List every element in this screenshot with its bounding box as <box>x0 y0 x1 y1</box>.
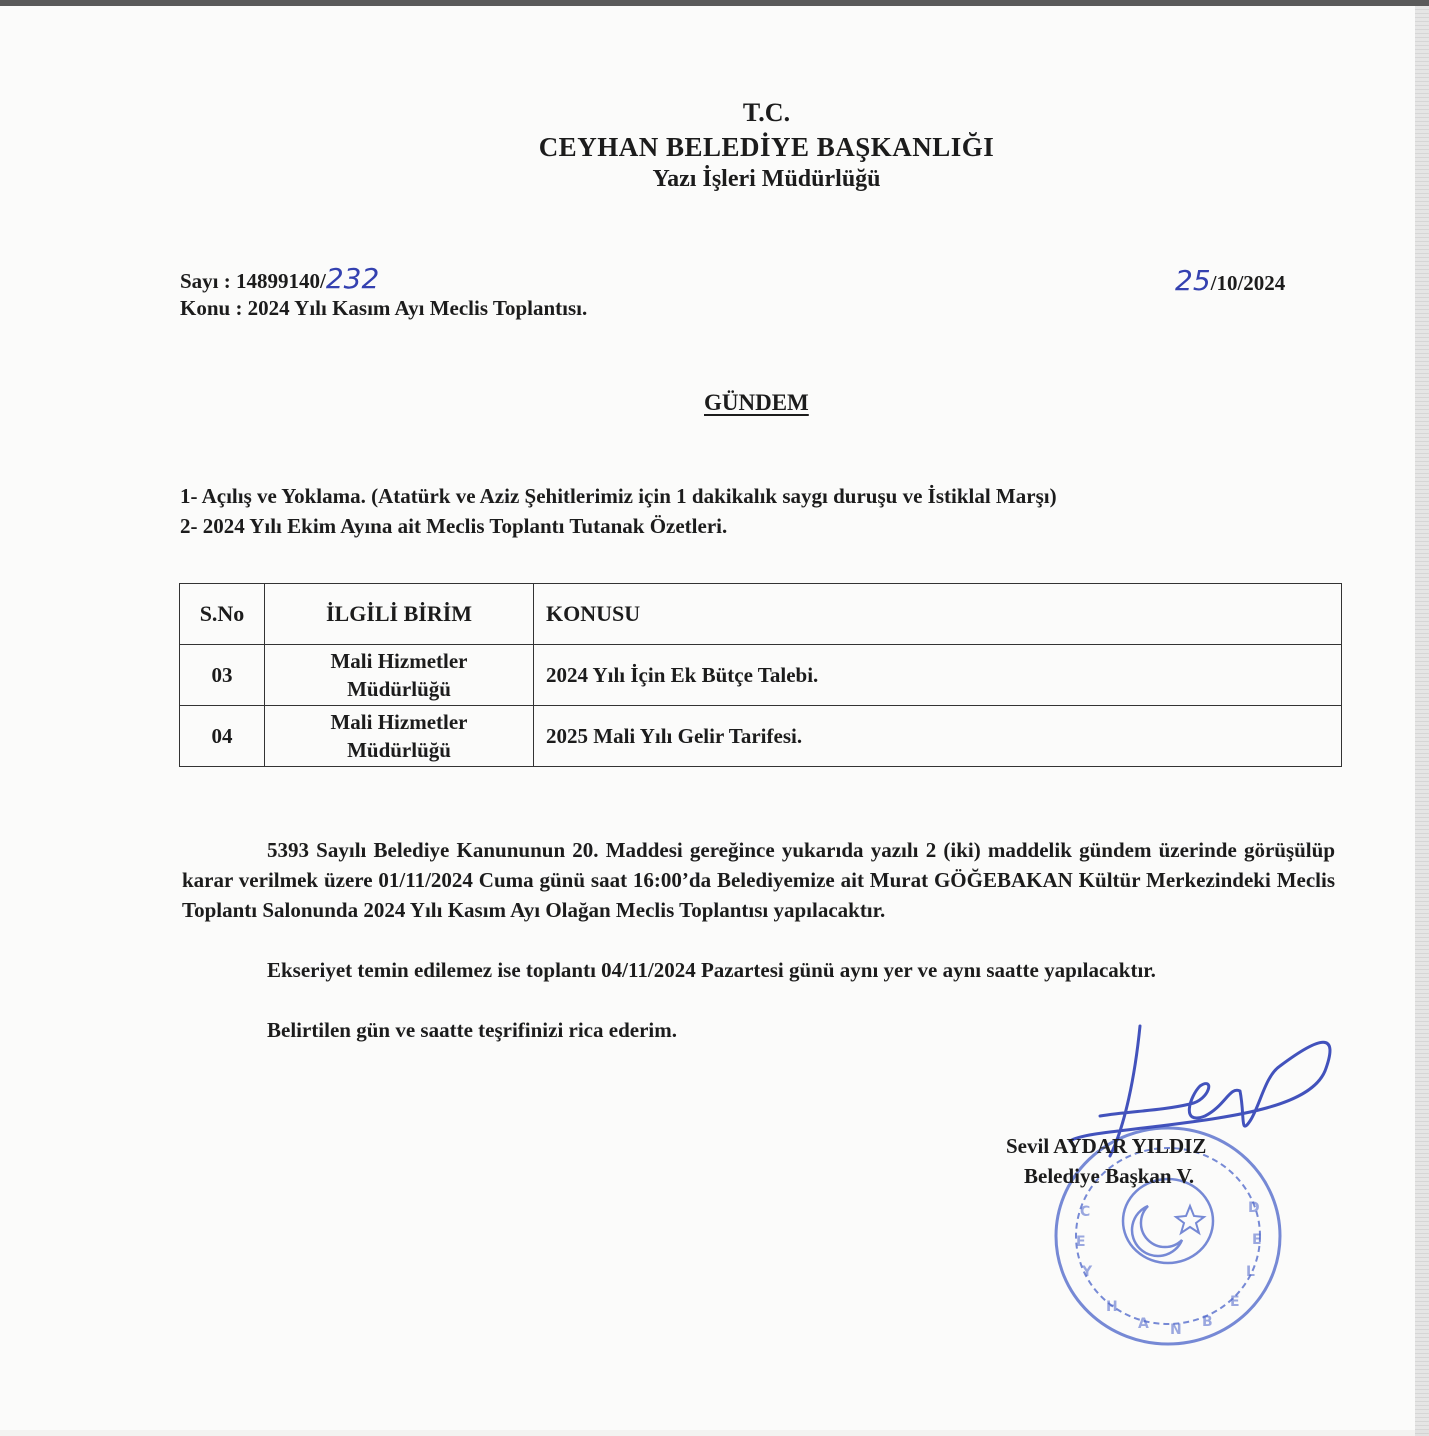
reference-handwritten: 232 <box>325 262 380 295</box>
signatory-name: Sevil AYDAR YILDIZ <box>1006 1134 1207 1158</box>
body-paragraph-1: 5393 Sayılı Belediye Kanununun 20. Maddesi gereğince yukarıda yazılı 2 (iki) maddelik gündem üzerinde görüşülüp karar verilmek üzere 01/11/2024 Cuma günü saat 16:00’da Belediyemize ait Murat GÖĞEBAKAN Kültür Merkezindeki Meclis Toplantı Salonunda 2024 Yılı Kasım Ayı Olağan Meclis Toplantısı yapılacaktır. <box>182 838 1335 922</box>
svg-text:B: B <box>1202 1314 1213 1330</box>
svg-text:H: H <box>1106 1299 1118 1315</box>
row-unit: Mali Hizmetler Müdürlüğü <box>265 706 534 767</box>
svg-text:E: E <box>1252 1232 1262 1248</box>
table-row <box>180 645 1342 706</box>
table-header-row <box>180 584 1342 645</box>
agenda-item-2: 2- 2024 Yılı Ekim Ayına ait Meclis Toplantı Tutanak Özetleri. <box>180 514 728 538</box>
row-subject: 2025 Mali Yılı Gelir Tarifesi. <box>534 706 1342 767</box>
svg-text:C: C <box>1080 1204 1091 1220</box>
date-rest: /10/2024 <box>1210 271 1286 295</box>
column-header-no: S.No <box>180 584 265 645</box>
svg-text:E: E <box>1076 1234 1086 1250</box>
subject-line: Konu : 2024 Yılı Kasım Ayı Meclis Toplantısı. <box>180 296 588 320</box>
svg-text:N: N <box>1170 1322 1182 1338</box>
header-tc: T.C. <box>742 98 791 127</box>
reference-number <box>180 262 379 295</box>
column-header-subject: KONUSU <box>534 584 1342 645</box>
agenda-item-1: 1- Açılış ve Yoklama. (Atatürk ve Aziz Şehitlerimiz için 1 dakikalık saygı duruşu ve İstiklal Marşı) <box>180 484 1057 508</box>
agenda-table <box>179 583 1342 767</box>
svg-text:D: D <box>1248 1200 1260 1216</box>
body-paragraph-3: Belirtilen gün ve saatte teşrifinizi rica ederim. <box>267 1018 677 1042</box>
table-row <box>180 706 1342 767</box>
signatory-title: Belediye Başkan V. <box>1024 1164 1195 1188</box>
svg-text:E: E <box>1230 1294 1240 1310</box>
row-unit: Mali Hizmetler Müdürlüğü <box>265 645 534 706</box>
reference-label: Sayı : 14899140/ <box>180 269 326 293</box>
document-date <box>1175 264 1285 297</box>
page-edge <box>1415 6 1429 1436</box>
date-handwritten-day: 25 <box>1175 264 1211 297</box>
row-subject: 2024 Yılı İçin Ek Bütçe Talebi. <box>534 645 1342 706</box>
row-number: 04 <box>180 706 265 767</box>
svg-text:L: L <box>1246 1264 1255 1280</box>
svg-text:Y: Y <box>1082 1264 1093 1280</box>
agenda-title: GÜNDEM <box>704 390 809 415</box>
header-department: Yazı İşleri Müdürlüğü <box>652 166 881 192</box>
row-number: 03 <box>180 645 265 706</box>
svg-text:A: A <box>1138 1316 1149 1332</box>
header-organization: CEYHAN BELEDİYE BAŞKANLIĞI <box>538 132 995 162</box>
column-header-unit: İLGİLİ BİRİM <box>265 584 534 645</box>
body-paragraph-2: Ekseriyet temin edilemez ise toplantı 04/11/2024 Pazartesi günü aynı yer ve aynı saatte yapılacaktır. <box>267 958 1156 982</box>
